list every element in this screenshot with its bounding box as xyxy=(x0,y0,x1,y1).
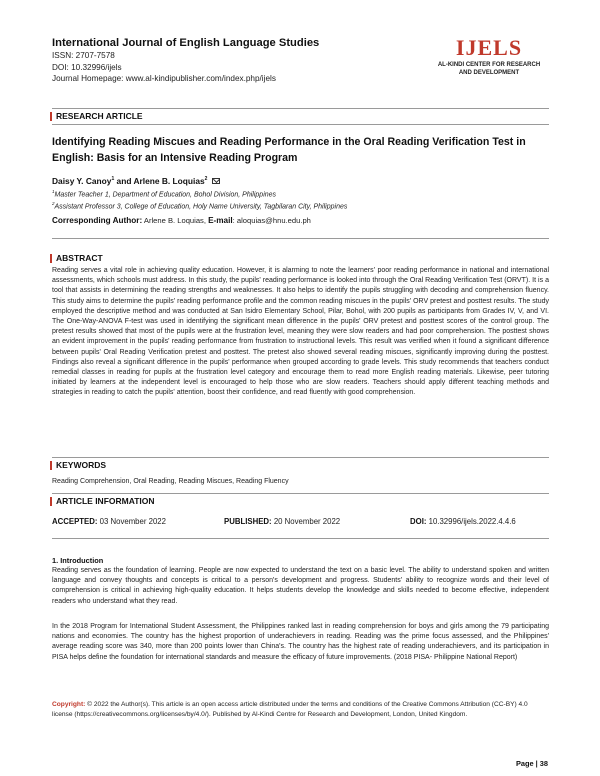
accepted-label: ACCEPTED: xyxy=(52,517,98,526)
author-1: Daisy Y. Canoy xyxy=(52,176,112,186)
affiliation-1-text: Master Teacher 1, Department of Education, Bohol Division, Philippines xyxy=(54,191,277,199)
affiliation-2-sup: 2 xyxy=(52,201,55,206)
divider xyxy=(52,124,549,125)
corresponding-author xyxy=(52,216,311,225)
journal-name: International Journal of English Language Studies xyxy=(52,37,320,49)
affiliation-2 xyxy=(52,201,347,210)
article-info-heading: ARTICLE INFORMATION xyxy=(52,496,155,507)
accepted-value: 03 November 2022 xyxy=(97,517,166,526)
publisher-line-1: AL-KINDI CENTER FOR RESEARCH xyxy=(437,62,541,68)
divider xyxy=(52,108,549,109)
intro-paragraph-2: In the 2018 Program for International Student Assessment, the Philippines ranked last in reading comprehension for boys and girls among the 79 participating nations and economies. The country has the highest proportion of underachievers in reading. Reading was the prime focus assessed, and the Philippines' average reading score was 340, more than 200 points lower than China's. The country has the highest rate of reading underachievers, and its participation in PISA helps define the foundation for international standards and measure the efficacy of future improvements. (2018 PISA- Philippine National Report) xyxy=(52,623,549,661)
ijels-logo: IJELS xyxy=(455,35,523,60)
introduction-heading: 1. Introduction xyxy=(52,556,104,565)
journal-issn: ISSN: 2707-7578 xyxy=(52,51,115,60)
affiliation-2-text: Assistant Professor 3, College of Education, Holy Name University, Tagbilaran City, Philippines xyxy=(54,203,348,211)
keywords-heading: KEYWORDS xyxy=(52,460,106,471)
copyright-notice xyxy=(52,700,549,719)
author-separator: and xyxy=(114,176,134,186)
affiliation-1 xyxy=(52,189,276,198)
intro-paragraph-1: Reading serves as the foundation of learning. People are now expected to understand the text on a basic level. The ability to understand spoken and written language and convey thoughts and concepts is critical to a person's development and progress. Students' ability to recognize words and their level of comprehension is critical in achieving high-quality education. It helps students develop the knowledge and skills needed to become effective, independent readers who understand what they read. xyxy=(52,567,549,605)
author-2-sup: 2 xyxy=(204,176,208,183)
published-date xyxy=(224,517,340,526)
page-number: Page | 38 xyxy=(515,759,548,768)
article-doi xyxy=(410,517,516,526)
published-value: 20 November 2022 xyxy=(271,517,341,526)
doi-label: DOI: xyxy=(410,517,427,526)
email-label: E-mail xyxy=(208,216,233,225)
copyright-text: © 2022 the Author(s). This article is an open access article distributed under the terms and conditions of the Creative Commons Attribution (CC-BY) 4.0 license (https://creativecommons.org/licenses/by/4.0/). Published by Al-Kindi Centre for Research and Development, London, United Kingdom. xyxy=(52,701,528,718)
author-line xyxy=(52,176,220,186)
copyright-label: Copyright: xyxy=(52,701,86,708)
accepted-date xyxy=(52,517,166,526)
abstract-heading: ABSTRACT xyxy=(52,253,103,264)
author-2: Arlene B. Loquias xyxy=(133,176,205,186)
journal-header xyxy=(52,36,412,85)
journal-brand xyxy=(430,36,548,77)
divider xyxy=(52,538,549,539)
corresponding-name: Arlene B. Loquias, xyxy=(143,216,206,225)
doi-value[interactable]: 10.32996/ijels.2022.4.4.6 xyxy=(426,517,516,526)
corresponding-label: Corresponding Author: xyxy=(52,216,143,225)
envelope-icon[interactable] xyxy=(212,178,220,184)
divider xyxy=(52,238,549,239)
journal-homepage-link[interactable]: Journal Homepage: www.al-kindipublisher.com/index.php/ijels xyxy=(52,74,276,83)
divider xyxy=(52,457,549,458)
keywords-text: Reading Comprehension, Oral Reading, Reading Miscues, Reading Fluency xyxy=(52,478,289,485)
article-title: Identifying Reading Miscues and Reading Performance in the Oral Reading Verification Test in English: Basis for an Intensive Reading Program xyxy=(52,136,526,164)
publisher-line-2: AND DEVELOPMENT xyxy=(458,69,520,76)
published-label: PUBLISHED: xyxy=(224,517,272,526)
article-type: RESEARCH ARTICLE xyxy=(52,111,143,122)
journal-doi: DOI: 10.32996/ijels xyxy=(52,62,122,72)
abstract-text: Reading serves a vital role in achieving quality education. However, it is alarming to note the learners' poor reading performance in national and international assessments, which schools must address. In this study, the pupils' reading performance is looked into through the Oral Reading Verification Test (ORVT). It is a tool that assists in determining the reading strengths and weaknesses. It also helps to identify the pupils struggling with decoding and comprehension fluency. This study aims to determine the pupils' reading performance profile and the common reading miscues in the pupils' ORV pretest and posttest results. The study employed the descriptive method and was conducted at San Isidro Elementary School, Pilar, Bohol, with 200 pupils as participants from Grades IV, V, and VI. The One-Way-ANOVA F-test was used in identifying the significant mean difference in the pupils' ORV pretest and posttest scores of the control group. The pretest results showed that most of the pupils were at the frustration level, meaning they were slow readers and had poor comprehension. The posttest shows an evident improvement in the pupils' reading performance from frustration to instructional levels. This result was verified when it found a significant difference between pupils' Oral Reading Verification pretest and posttest. The pretest also showed several reading miscues, significantly improving during the posttest. Findings also reveal a significant difference in the pupils' performance when grouped according to grade levels. This study recommends that teachers conduct remedial classes in reading for pupils at the frustration level category and encourage them to read more English reading materials. Likewise, peer tutoring initiated by learners at the independent level is encouraged to help those who are slow readers. Teachers should apply different teaching methods and strategies in reading to catch the pupils' attention, boost their confidence, and read fluently with good comprehension. xyxy=(52,267,549,397)
affiliation-1-sup: 1 xyxy=(52,189,55,194)
author-1-sup: 1 xyxy=(111,176,115,183)
divider xyxy=(52,493,549,494)
email-link[interactable]: : aloquias@hnu.edu.ph xyxy=(232,216,311,225)
